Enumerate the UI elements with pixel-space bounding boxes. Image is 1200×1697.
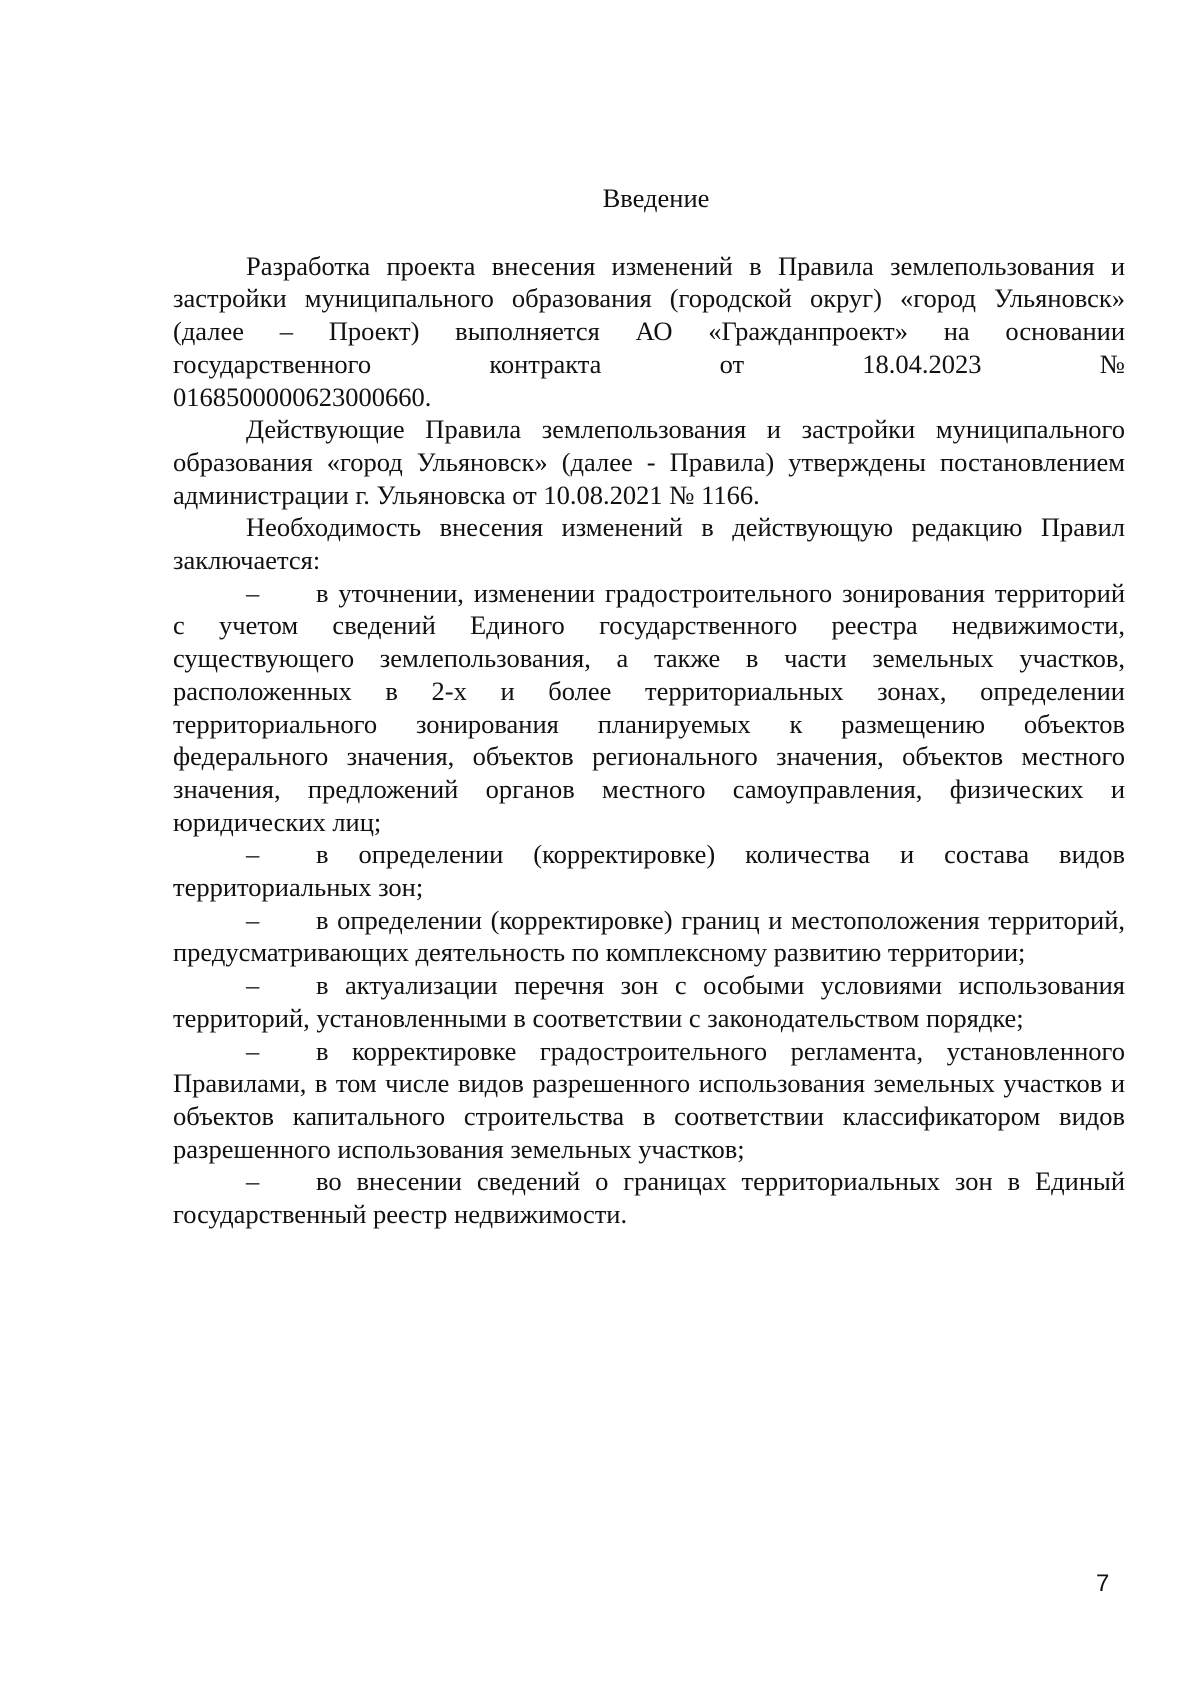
list-item [173, 838, 1125, 903]
list-dash: – [246, 1035, 260, 1066]
list-item [173, 1035, 1125, 1166]
list-item [173, 904, 1125, 969]
list-dash: – [246, 839, 260, 870]
rules-paragraph: Действующие Правила землепользования и застройки муниципального образования «город Ульяновск» (далее - Правила) утверждены постановлением администрации г. Ульяновска от 10.08.2021 № 1166. [173, 414, 1125, 510]
intro-paragraph-contract-number: 0168500000623000660. [173, 381, 432, 412]
list-item [173, 577, 1125, 839]
list-item-text: в корректировке градостроительного регламента, установленного Правилами, в том числе видов разрешенного использования земельных участков и объектов капитального строительства в соответствии классификатором видов разрешенного использования земельных участков; [173, 1035, 1125, 1164]
list-item-text: в определении (корректировке) границ и местоположения территорий, предусматривающих деятельность по комплексному развитию территории; [173, 904, 1125, 968]
document-body [173, 182, 1125, 1231]
list-item-text: в актуализации перечня зон с особыми условиями использования территорий, установленными в соответствии с законодательством порядке; [173, 970, 1125, 1033]
section-heading: Введение [602, 183, 710, 213]
list-dash: – [246, 1166, 260, 1197]
necessity-paragraph: Необходимость внесения изменений в действующую редакцию Правил заключается: [173, 512, 1125, 576]
list-item [173, 969, 1125, 1034]
list-item-text: во внесении сведений о границах территориальных зон в Единый государственный реестр недвижимости. [173, 1166, 1125, 1230]
list-dash: – [246, 904, 260, 935]
list-dash: – [246, 970, 260, 1001]
list-item-text: в уточнении, изменении градостроительного зонирования территорий с учетом сведений Единого государственного реестра недвижимости, существующего землепользования, а также в части земельных участков, расположенных в 2-х и более территориальных зонах, определении территориального зонирования планируемых к размещению объектов федерального значения, объектов регионального значения, объектов местного значения, предложений органов местного самоуправления, физических и юридических лиц; [173, 577, 1125, 837]
list-item [173, 1165, 1125, 1230]
intro-paragraph-main: Разработка проекта внесения изменений в Правила землепользования и застройки муниципального образования (городской округ) «город Ульяновск» (далее – Проект) выполняется АО «Гражданпроект» на основании государственного контракта от 18.04.2023 № [173, 250, 1125, 379]
list-dash: – [246, 577, 260, 608]
page-number: 7 [1096, 1570, 1110, 1597]
list-item-text: в определении (корректировке) количества и состава видов территориальных зон; [173, 839, 1125, 903]
